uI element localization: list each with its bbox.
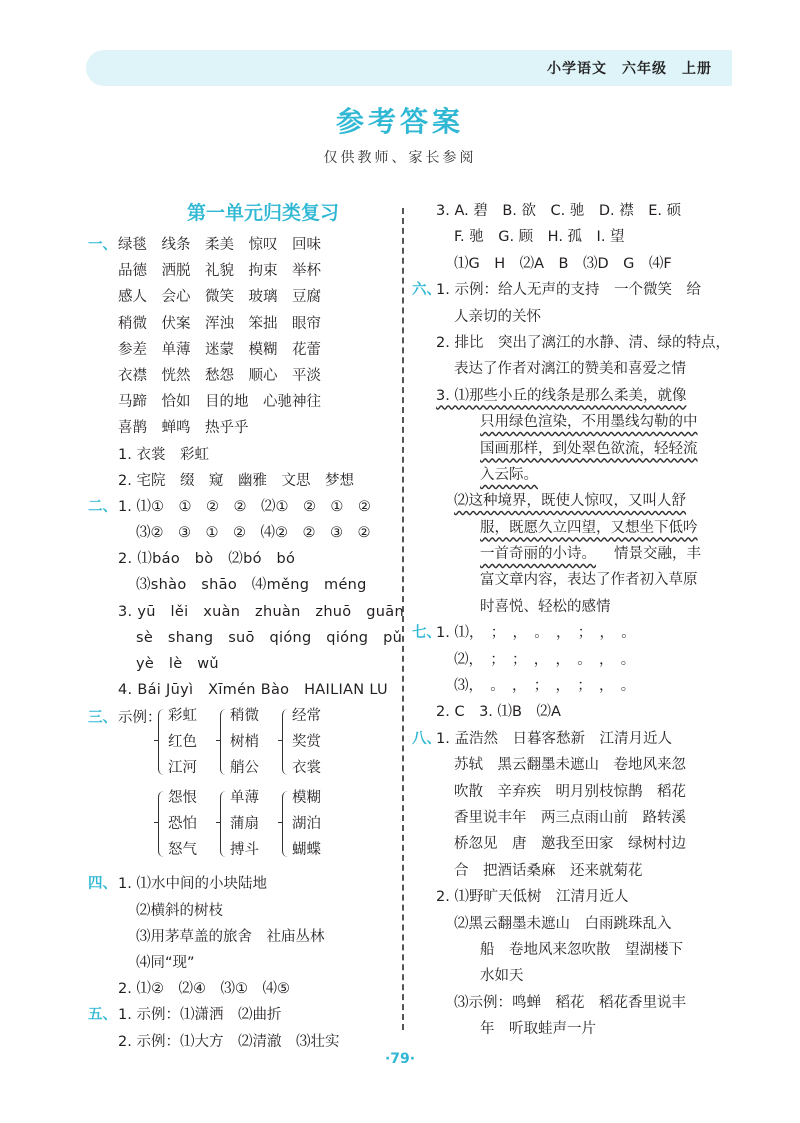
answer-text: 只用绿色渲染，不用墨线勾勒的中 (480, 414, 698, 431)
q2-line (88, 546, 398, 572)
q4-line (88, 898, 398, 924)
answer-text: ⑵黑云翻墨未遮山 白雨跳珠乱入 (454, 915, 672, 932)
answer-text: 2. 示例：⑴大方 ⑵清澈 ⑶壮实 (118, 1033, 340, 1050)
book-info: 小学语文 六年级 上册 (547, 61, 712, 77)
q5-mark: 五、 (88, 1007, 117, 1024)
q6-line (412, 277, 734, 303)
answer-text: 1. 孟浩然 日暮客愁新 江清月近人 (436, 730, 672, 747)
q8-line (412, 990, 734, 1016)
word: 模糊 (292, 790, 321, 807)
q6-line (412, 436, 734, 462)
answer-text: ⑶② ③ ① ② ⑷② ② ③ ② (136, 525, 371, 542)
header-banner (86, 50, 732, 86)
q8-line (412, 963, 734, 989)
word: 恐怕 (168, 816, 197, 833)
q2-mark: 二、 (88, 498, 117, 515)
q3-row1 (88, 703, 398, 781)
right-column (412, 198, 734, 1043)
word: 彩虹 (168, 708, 197, 725)
q2-line (88, 572, 398, 598)
q8-mark: 八、 (412, 730, 441, 747)
word: 经常 (292, 708, 321, 725)
answer-text: ⑶， 。 ， ； ， ； ， 。 (454, 678, 636, 695)
q1-line (88, 389, 398, 415)
word: 红色 (168, 734, 197, 751)
answer-text: 2. ⑴báo bò ⑵bó bó (118, 551, 296, 568)
q8-line (412, 726, 734, 752)
word: 稍微 (230, 708, 259, 725)
word: 树梢 (230, 734, 259, 751)
q1-line (88, 311, 398, 337)
answer-text: 人亲切的关怀 (454, 308, 541, 325)
answer-text: 3. yū lěi xuàn zhuàn zhuō guān (118, 603, 404, 620)
page-subtitle: 仅供教师、家长参阅 (323, 150, 477, 166)
q1-mark: 一、 (88, 237, 117, 253)
answer-text: 2. ⑴② ⑵④ ⑶① ⑷⑤ (118, 981, 290, 998)
answer-text: 喜鹊 蝉鸣 热乎乎 (118, 420, 249, 437)
q4-line (88, 950, 398, 976)
answer-text: F. 驰 G. 顾 H. 孤 I. 望 (454, 229, 625, 246)
word: 怒气 (168, 842, 197, 859)
q5-line (88, 1002, 398, 1028)
q6-line (412, 488, 734, 514)
answer-text: 绿毯 线条 柔美 惊叹 回味 (118, 237, 321, 253)
q4-mark: 四、 (88, 876, 117, 893)
word: 奖赏 (292, 734, 321, 751)
answer-text: ⑵， ； ； ， ， 。 ， 。 (454, 651, 636, 668)
q1-line (88, 363, 398, 389)
q6-line (412, 462, 734, 488)
answer-text: 衣襟 恍然 愁怨 顺心 平淡 (118, 367, 321, 384)
q5-line (412, 251, 734, 277)
q2-line (88, 494, 398, 520)
q8-line (412, 858, 734, 884)
q4-line (88, 871, 398, 897)
answer-text: 1. 示例：给人无声的支持 一个微笑 给 (436, 282, 701, 299)
q2-line (88, 625, 403, 651)
q1-line (88, 415, 398, 441)
q6-line (412, 515, 734, 541)
answer-text: 稍微 伏案 浑浊 笨拙 眼帘 (118, 315, 321, 332)
answer-text: 2. 排比 突出了漓江的水静、清、绿的特点， (436, 334, 730, 351)
answer-text: 表达了作者对漓江的赞美和喜爱之情 (454, 361, 686, 378)
answer-text: ⑷同“现” (136, 954, 195, 971)
q5-line (412, 224, 734, 250)
q8-line (412, 831, 734, 857)
q7-line (412, 647, 734, 673)
answer-text: 参差 单薄 迷蒙 模糊 花蕾 (118, 341, 321, 358)
word: 衣裳 (292, 760, 321, 777)
q6-line (412, 330, 734, 356)
q3-mark: 三、 (88, 710, 117, 727)
q7-line (412, 699, 734, 725)
brace-icon (158, 709, 165, 775)
answer-text: 感人 会心 微笑 玻璃 豆腐 (118, 289, 321, 306)
answer-text: 桥忽见 唐 邀我至田家 绿树村边 (454, 836, 686, 853)
q7-mark: 七、 (412, 625, 441, 642)
brace-icon (220, 791, 227, 857)
q8-line (412, 805, 734, 831)
q1-line (88, 337, 398, 363)
q1-line (88, 258, 398, 284)
answer-text: 香里说丰年 两三点雨山前 路转溪 (454, 809, 686, 826)
q6-mark: 六、 (412, 282, 441, 299)
q7-line (412, 673, 734, 699)
answer-text: 苏轼 黑云翻墨未遮山 卷地风来忽 (454, 757, 686, 774)
brace-icon (220, 709, 227, 775)
answer-text: 3. A. 碧 B. 欲 C. 驰 D. 襟 E. 硕 (436, 203, 682, 219)
brace-icon (282, 791, 289, 857)
q1-line (88, 442, 398, 468)
q1-line (88, 468, 398, 494)
answer-text: ⑶示例：鸣蝉 稻花 稻花香里说丰 (454, 994, 686, 1011)
q8-line (412, 779, 734, 805)
q1-line (88, 232, 398, 258)
answer-text: ⑶shào shāo ⑷měng méng (136, 577, 367, 594)
q8-line (412, 911, 734, 937)
answer-text: 服，既愿久立四望，又想坐下低吟 (480, 519, 698, 536)
brace-icon (282, 709, 289, 775)
q7-line (412, 620, 734, 646)
answer-text: 时喜悦、轻松的感情 (480, 598, 611, 615)
q1-line (88, 284, 398, 310)
answer-text: 1. 示例：⑴潇洒 ⑵曲折 (118, 1007, 282, 1024)
q6-line (412, 567, 734, 593)
answer-text: 年 听取蛙声一片 (480, 1021, 596, 1038)
q3-row2 (88, 785, 398, 871)
q6-line (412, 356, 734, 382)
q2-line (88, 651, 398, 677)
q8-line (412, 884, 734, 910)
q4-line (88, 924, 398, 950)
answer-text: ⑴G H ⑵A B ⑶D G ⑷F (454, 255, 672, 272)
answer-text: 3. ⑴那些小丘的线条是那么柔美，就像 (436, 387, 687, 404)
word: 蒲扇 (230, 816, 259, 833)
answer-text: 品德 洒脱 礼貌 拘束 举杯 (118, 263, 321, 280)
word: 艄公 (230, 760, 259, 777)
q8-line (412, 1016, 734, 1042)
answer-text: 2. C 3. ⑴B ⑵A (436, 704, 561, 721)
answer-text: 1. ⑴① ① ② ② ⑵① ② ① ② (118, 498, 371, 515)
word: 湖泊 (292, 816, 321, 833)
answer-text: 2. ⑴野旷天低树 江清月近人 (436, 889, 629, 906)
q2-line (88, 599, 404, 625)
page-number: ·79· (384, 1051, 416, 1067)
q2-line (88, 677, 398, 703)
answer-text: 2. 宅院 缀 窥 幽雅 文思 梦想 (118, 472, 354, 489)
answer-text: ⑶用茅草盖的旅舍 社庙丛林 (136, 928, 325, 945)
answer-text: ⑵横斜的树枝 (136, 902, 223, 919)
left-column (88, 198, 404, 1055)
answer-text: ⑵这种境界，既使人惊叹，又叫人舒 (454, 493, 686, 510)
q8-line (412, 937, 734, 963)
q4-line (88, 976, 398, 1002)
answer-text: 情景交融，丰 (614, 546, 701, 563)
page-title: 参考答案 (335, 105, 464, 138)
answer-text: 一首奇丽的小诗。 (480, 546, 596, 563)
q5-line (412, 198, 734, 224)
answer-text: sè shang suō qióng qióng pǔ (136, 629, 403, 646)
answer-text: 1. ⑴， ； ， 。 ， ； ， 。 (436, 625, 636, 642)
q6-line (412, 594, 734, 620)
answer-text: 入云际。 (480, 466, 538, 483)
word: 怨恨 (168, 790, 197, 807)
q6-line (412, 383, 734, 409)
answer-text: 富文章内容，表达了作者初入草原 (480, 572, 698, 589)
answer-text: 船 卷地风来忽吹散 望湖楼下 (480, 941, 683, 958)
q6-line (412, 409, 734, 435)
word: 单薄 (230, 790, 259, 807)
q2-line (88, 520, 398, 546)
q3-prefix: 示例： (118, 710, 162, 727)
answer-text: yè lè wǔ (136, 656, 219, 672)
answer-text: 吹散 辛弃疾 明月别枝惊鹊 稻花 (454, 783, 686, 800)
answer-text: 1. ⑴水中间的小块陆地 (118, 876, 267, 893)
answer-text: 合 把酒话桑麻 还来就菊花 (454, 862, 643, 879)
brace-icon (158, 791, 165, 857)
q6-line (412, 541, 734, 567)
section-title: 第一单元归类复习 (186, 202, 339, 224)
q8-line (412, 752, 734, 778)
word: 搏斗 (230, 842, 259, 859)
word: 蝴蝶 (292, 842, 321, 859)
word: 江河 (168, 760, 197, 777)
answer-text: 水如天 (480, 968, 524, 985)
answer-text: 国画那样，到处翠色欲流，轻轻流 (480, 440, 698, 457)
q6-line (412, 304, 734, 330)
answer-text: 马蹄 恰如 目的地 心驰神往 (118, 394, 321, 411)
answer-text: 1. 衣裳 彩虹 (118, 446, 209, 463)
answer-text: 4. Bái Jūyì Xīmén Bào HAILIAN LU (118, 682, 388, 699)
